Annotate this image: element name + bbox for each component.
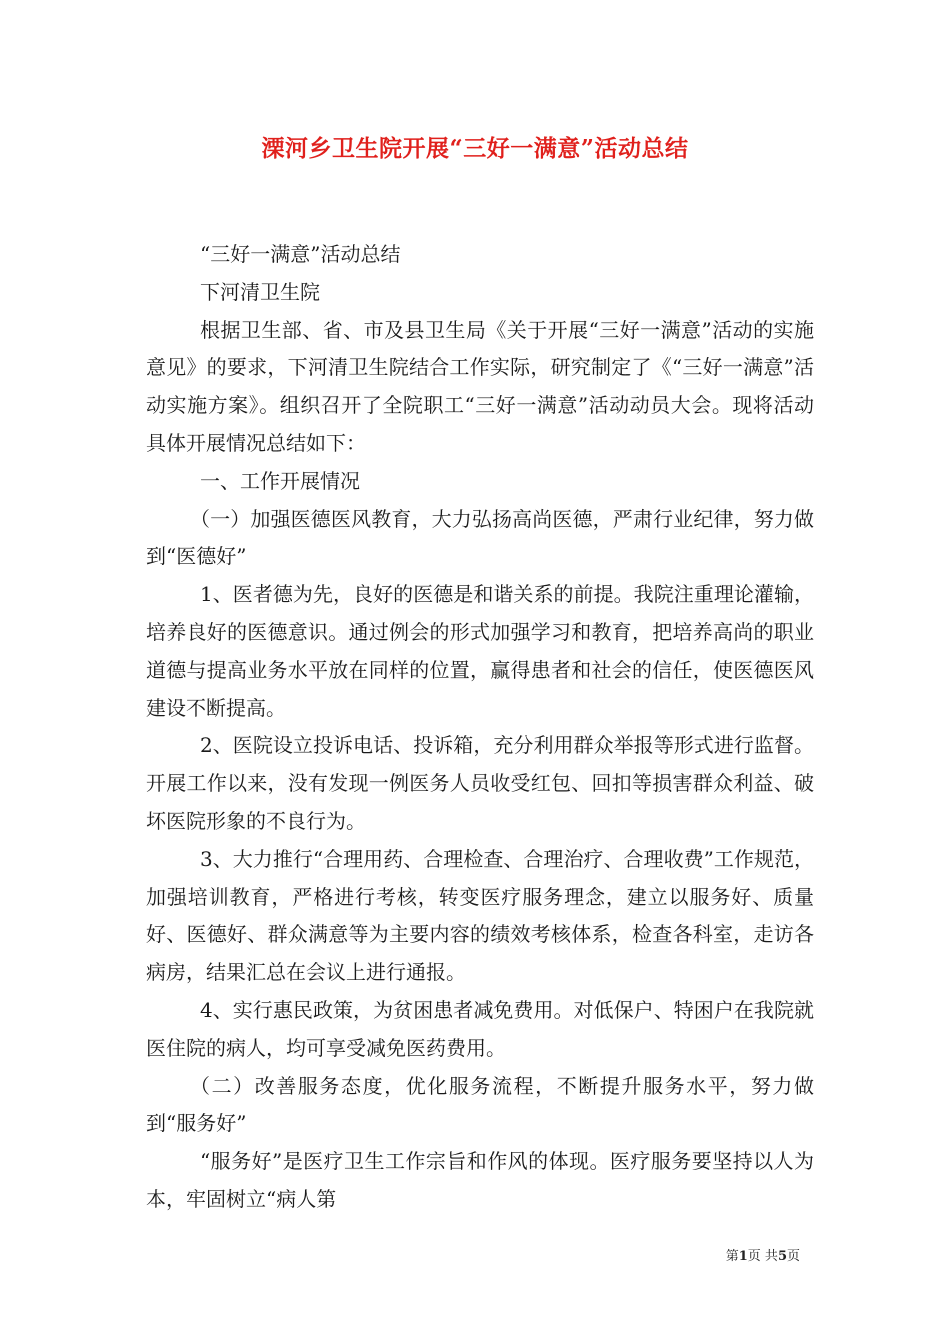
total-pages-number: 5 [777,1249,787,1264]
item-paragraph-4: 4、实行惠民政策，为贫困患者减免费用。对低保户、特困户在我院就医住院的病人，均可享受减免医药费用。 [146,997,814,1060]
subtitle-paragraph: “三好一满意”活动总结 [200,242,401,266]
intro-paragraph: 根据卫生部、省、市及县卫生局《关于开展“三好一满意”活动的实施意见》的要求，下河清卫生院结合工作实际，研究制定了《“三好一满意”活动实施方案》。组织召开了全院职工“三好一满意”活动动员大会。现将活动具体开展情况总结如下： [146,317,814,455]
item-paragraph-3: 3、大力推行“合理用药、合理检查、合理治疗、合理收费”工作规范，加强培训教育，严格进行考核，转变医疗服务理念，建立以服务好、质量好、医德好、群众满意等为主要内容的绩效考核体系，检查各科室，走访各病房，结果汇总在会议上进行通报。 [146,846,814,985]
footer-suffix: 页 [786,1249,800,1264]
service-paragraph: “服务好”是医疗卫生工作宗旨和作风的体现。医疗服务要坚持以人为本，牢固树立“病人第 [146,1149,814,1211]
footer-middle: 页 共 [747,1249,778,1264]
document-body [146,236,814,1219]
footer-prefix: 第 [725,1249,739,1264]
subsection-heading-2: （二）改善服务态度，优化服务流程，不断提升服务水平，努力做到“服务好” [146,1073,814,1136]
subsection-heading-1: （一）加强医德医风教育，大力弘扬高尚医德，严肃行业纪律，努力做到“医德好” [146,506,814,569]
page-number-footer [726,1245,800,1264]
item-paragraph-1: 1、医者德为先，良好的医德是和谐关系的前提。我院注重理论灌输，培养良好的医德意识。通过例会的形式加强学习和教育，把培养高尚的职业道德与提高业务水平放在同样的位置，赢得患者和社会的信任，使医德医风建设不断提高。 [146,582,814,720]
document-title: 溧河乡卫生院开展“三好一满意”活动总结 [261,135,689,162]
item-paragraph-2: 2、医院设立投诉电话、投诉箱，充分利用群众举报等形式进行监督。开展工作以来，没有发现一例医务人员收受红包、回扣等损害群众利益、破坏医院形象的不良行为。 [146,733,814,833]
section-heading: 一、工作开展情况 [200,468,360,493]
current-page-number: 1 [738,1249,748,1264]
author-paragraph: 下河清卫生院 [200,279,320,304]
